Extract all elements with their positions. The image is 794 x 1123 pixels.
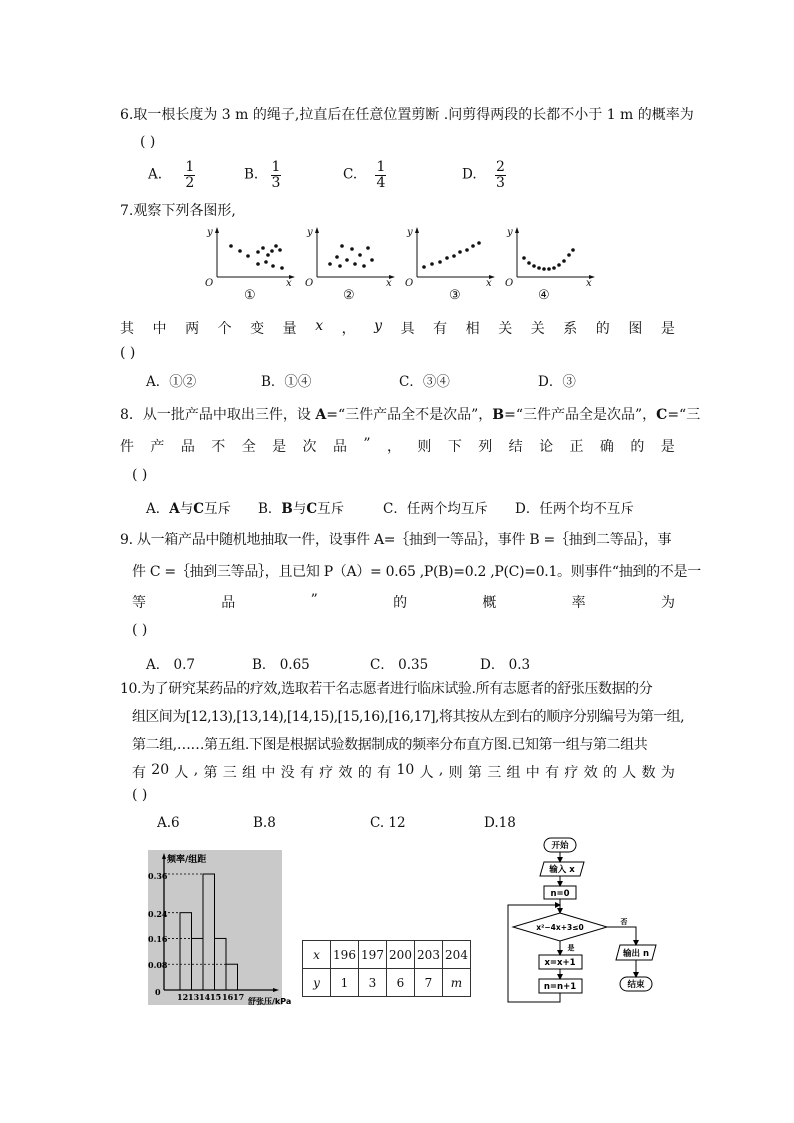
y-axis-label: y	[207, 227, 213, 238]
flow-no-label: 否	[620, 918, 628, 926]
x-axis-label: x	[286, 278, 292, 289]
fraction-denominator: 3	[271, 174, 281, 191]
table-row-y	[303, 969, 471, 997]
q9-option-a: A． 0.7	[146, 657, 196, 673]
fraction-denominator: 4	[376, 174, 386, 191]
table-cell: 6	[387, 969, 415, 997]
flow-end-label: 结束	[627, 980, 645, 990]
q8-option-d: D．任两个均不互斥	[515, 501, 634, 517]
y-axis-label: y	[307, 227, 313, 238]
q9-line-1: 9. 从一箱产品中随机地抽取一件，设事件 A=｛抽到一等品｝，事件 B =｛抽到二等品｝，事	[120, 532, 672, 548]
x-axis-label: x	[386, 278, 392, 289]
option-label: A.	[148, 166, 163, 183]
table-cell: 204	[443, 941, 471, 969]
q7-option-c: C．③④	[399, 374, 450, 390]
y-tick-0.16: 0.16	[148, 934, 168, 944]
table-header-cell: y	[303, 969, 331, 997]
q8-line-2: 件 产 品 不 全 是 次 品 ” ， 则 下 列 结 论 正 确 的 是	[120, 436, 675, 455]
figure-label-2: ②	[343, 288, 355, 303]
y-tick-0.36: 0.36	[148, 871, 168, 881]
q10-option-d: D.18	[484, 815, 516, 831]
q10-answer-paren: ( )	[132, 787, 148, 803]
flow-input-label: 输入 x	[549, 865, 575, 875]
x-tick-16: 16	[222, 992, 234, 1002]
table-cell: 7	[415, 969, 443, 997]
flow-step1-label: x=x+1	[544, 958, 576, 968]
flowchart	[504, 834, 664, 1009]
q7-option-a: A．①②	[146, 374, 197, 390]
origin-label: O	[505, 278, 514, 289]
table-cell: 197	[359, 941, 387, 969]
q8-option-c: C．任两个均互斥	[383, 501, 488, 517]
fraction-numerator: 1	[376, 159, 386, 175]
histogram-origin: 0	[155, 987, 161, 997]
q6-stem: 6.取一根长度为 3 m 的绳子,拉直后在任意位置剪断 .问剪得两段的长都不小于 1 m 的概率为	[120, 107, 694, 123]
x-axis-label: x	[586, 278, 592, 289]
table-cell: 3	[359, 969, 387, 997]
q7-stem: 7.观察下列各图形,	[120, 203, 236, 219]
q7-option-d: D．③	[538, 374, 576, 390]
table-row-x	[303, 941, 471, 969]
option-label: D.	[462, 166, 477, 183]
y-axis-label: y	[407, 227, 413, 238]
flow-start-label: 开始	[551, 841, 569, 851]
fraction-denominator: 3	[495, 174, 505, 191]
figure-label-1: ①	[244, 288, 256, 303]
y-tick-0.24: 0.24	[148, 909, 168, 919]
q7-option-b: B．①④	[261, 374, 312, 390]
frequency-histogram	[148, 850, 292, 1006]
q10-option-a: A.6	[157, 815, 180, 831]
fraction-denominator: 2	[185, 174, 195, 191]
table-cell: 200	[387, 941, 415, 969]
figure-label-3: ③	[449, 288, 461, 303]
q9-option-d: D． 0.3	[480, 657, 531, 673]
q7-answer-paren: ( )	[120, 345, 136, 361]
table-cell: 203	[415, 941, 443, 969]
q9-option-b: B． 0.65	[252, 657, 310, 673]
histogram-y-label: 频率/组距	[167, 855, 207, 865]
q8-line-1: 8．从一批产品中取出三件，设 A=“三件产品全不是次品”，B=“三件产品全是次品”，C=“三	[120, 407, 701, 423]
x-tick-12: 12	[177, 992, 189, 1002]
q6-option-c	[343, 160, 386, 190]
origin-label: O	[205, 278, 214, 289]
table-header-cell: x	[303, 941, 331, 969]
q10-line-4: 有 20 人 , 第 三 组 中 没 有 疗 效 的 有 10 人 , 则 第 三 组 中 有 疗 效 的 人 数 为	[132, 762, 675, 781]
y-tick-0.08: 0.08	[148, 960, 168, 970]
table-cell: 196	[331, 941, 359, 969]
flow-init-label: n=0	[550, 889, 570, 899]
x-tick-13: 13	[188, 992, 200, 1002]
q8-option-b: B．B与C互斥	[258, 501, 345, 517]
q10-line-1: 10.为了研究某药品的疗效,选取若干名志愿者进行临床试验.所有志愿者的舒张压数据的分	[120, 681, 653, 697]
q6-option-d	[462, 160, 506, 190]
x-tick-14: 14	[199, 992, 211, 1002]
fraction-numerator: 2	[495, 159, 505, 175]
q10-line-2: 组区间为[12,13),[13,14),[14,15),[15,16),[16,17],将其按从左到右的顺序分别编号为第一组,	[132, 709, 684, 725]
q6-option-a	[148, 160, 195, 190]
flow-output-label: 输出 n	[622, 949, 650, 959]
origin-label: O	[305, 278, 314, 289]
fraction-numerator: 1	[185, 159, 195, 175]
fraction-numerator: 1	[271, 159, 281, 175]
q8-answer-paren: ( )	[132, 467, 148, 483]
q9-line-3: 等 品 ” 的 概 率 为	[132, 592, 675, 611]
flow-yes-label: 是	[567, 944, 575, 952]
q10-line-3: 第二组,……第五组.下图是根据试验数据制成的频率分布直方图.已知第一组与第二组共	[132, 737, 648, 753]
q9-line-2: 件 C =｛抽到三等品｝，且已知 P（A）= 0.65 ,P(B)=0.2 ,P(C)=0.1。则事件“抽到的不是一	[132, 564, 701, 580]
q10-option-c: C. 12	[370, 815, 406, 831]
x-tick-15: 15	[210, 992, 222, 1002]
flow-step2-label: n=n+1	[543, 982, 577, 992]
origin-label: O	[405, 278, 414, 289]
scatter-figure-4	[505, 227, 595, 289]
q8-option-a: A．A与C互斥	[146, 501, 231, 517]
scatter-figure-1	[205, 227, 295, 289]
histogram-x-label: 舒张压/kPa	[248, 997, 292, 1006]
option-label: B.	[244, 166, 259, 183]
scatter-figure-2	[305, 227, 395, 289]
q6-answer-paren: ( )	[140, 134, 156, 150]
data-table	[302, 940, 471, 997]
table-cell: 1	[331, 969, 359, 997]
x-axis-label: x	[486, 278, 492, 289]
q6-option-b	[244, 160, 281, 190]
flow-condition-label: x²−4x+3≤0	[536, 923, 584, 932]
option-label: C.	[343, 166, 358, 183]
scatter-figure-3	[405, 227, 495, 289]
q9-answer-paren: ( )	[132, 622, 148, 638]
x-tick-17: 17	[233, 992, 245, 1002]
q10-option-b: B.8	[253, 815, 276, 831]
q9-option-c: C． 0.35	[370, 657, 429, 673]
figure-label-4: ④	[538, 288, 550, 303]
table-cell: m	[443, 969, 471, 997]
y-axis-label: y	[507, 227, 513, 238]
q7-question-line: 其 中 两 个 变 量 x ， y 具 有 相 关 关 系 的 图 是	[120, 318, 675, 337]
